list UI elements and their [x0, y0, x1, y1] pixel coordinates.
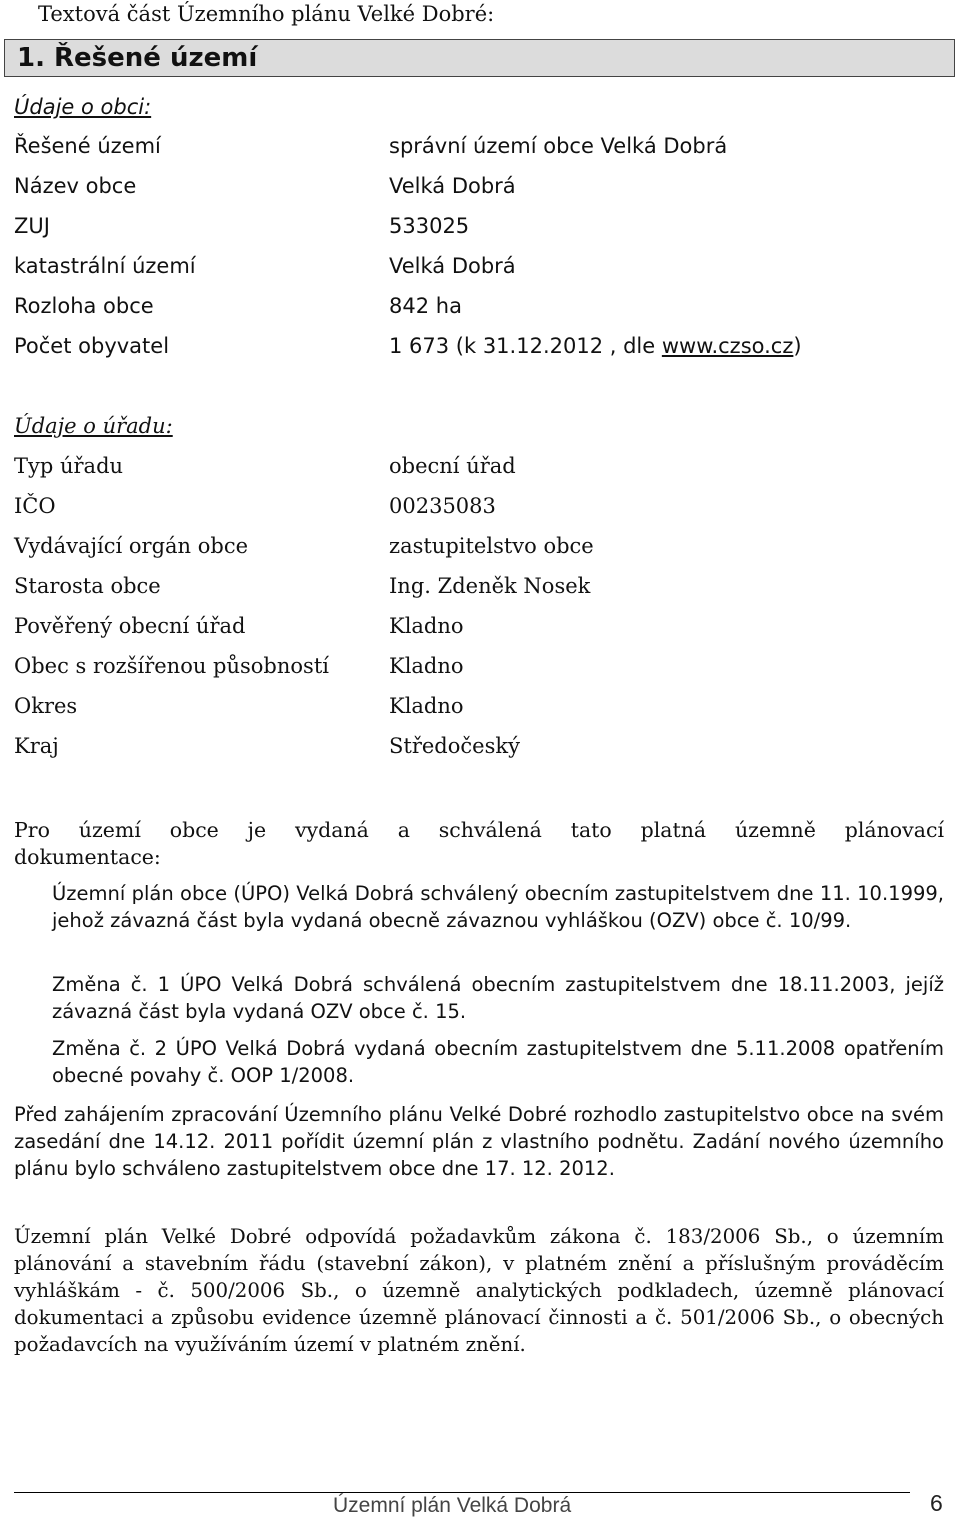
urad-row — [14, 734, 944, 764]
intro-line: Pro území obce je vydaná a schválená tato platná územně plánovací — [14, 818, 944, 842]
obec-row — [14, 294, 944, 324]
row-value — [389, 334, 802, 358]
obec-row — [14, 174, 944, 204]
urad-row — [14, 654, 944, 684]
row-label: ZUJ — [14, 214, 50, 238]
urad-row — [14, 694, 944, 724]
population-value: 1 673 (k 31.12.2012 , dle — [389, 334, 662, 358]
row-label: Typ úřadu — [14, 454, 124, 478]
row-label: Rozloha obce — [14, 294, 154, 318]
row-value: Kladno — [389, 694, 464, 718]
urad-row — [14, 534, 944, 564]
population-suffix: ) — [793, 334, 802, 358]
documentation-item: Změna č. 2 ÚPO Velká Dobrá vydaná obecním zastupitelstvem dne 5.11.2008 opatřením obecné povahy č. OOP 1/2008. — [52, 1037, 944, 1087]
urad-row — [14, 614, 944, 644]
row-label: Obec s rozšířenou působností — [14, 654, 329, 678]
row-label: Starosta obce — [14, 574, 161, 598]
row-label: Kraj — [14, 734, 59, 758]
urad-row — [14, 454, 944, 484]
obec-subhead: Údaje o obci: — [14, 95, 152, 119]
obec-row — [14, 214, 944, 244]
czso-link[interactable]: www.czso.cz — [661, 334, 794, 358]
documentation-item: Územní plán obce (ÚPO) Velká Dobrá schválený obecním zastupitelstvem dne 11. 10.1999, jehož závazná část byla vydaná obecně závaznou vyhláškou (OZV) obce č. 10/99. — [52, 882, 944, 932]
urad-subhead: Údaje o úřadu: — [14, 414, 173, 438]
row-value: Ing. Zdeněk Nosek — [389, 574, 591, 598]
footer-rule — [14, 1492, 910, 1493]
row-label: Pověřený obecní úřad — [14, 614, 246, 638]
row-label: IČO — [14, 494, 56, 518]
row-label: Název obce — [14, 174, 137, 198]
body-paragraph: Před zahájením zpracování Územního plánu Velké Dobré rozhodlo zastupitelstvo obce na svém zasedání dne 14.12. 2011 pořídit územní plán z vlastního podnětu. Zadání nového územního plánu bylo schváleno zastupitelstvem obce dne 17. 12. 2012. — [14, 1103, 944, 1180]
row-value: Středočeský — [389, 734, 520, 758]
obec-row — [14, 254, 944, 284]
footer-title: Územní plán Velká Dobrá — [333, 1494, 572, 1517]
body-paragraph: Územní plán Velké Dobré odpovídá požadavkům zákona č. 183/2006 Sb., o územním plánování a stavebním řádu (stavební zákon), v platném znění a příslušným prováděcím vyhláškám - č. 500/2006 Sb., o územně analytických podkladech, územně plánovací dokumentaci a způsobu evidence územně plánovací činnosti a č. 501/2006 Sb., o obecných požadavcích na využíváním území v platném znění. — [14, 1225, 944, 1356]
page-number: 6 — [930, 1490, 943, 1516]
row-value: Velká Dobrá — [389, 174, 516, 198]
row-value: Velká Dobrá — [389, 254, 516, 278]
row-value: zastupitelstvo obce — [389, 534, 594, 558]
row-label: Okres — [14, 694, 78, 718]
row-label: katastrální území — [14, 254, 196, 278]
section-heading: 1. Řešené území — [17, 43, 258, 73]
row-label: Řešené území — [14, 134, 161, 158]
documentation-intro — [14, 817, 944, 871]
row-value: obecní úřad — [389, 454, 516, 478]
row-value: Kladno — [389, 614, 464, 638]
row-value: Kladno — [389, 654, 464, 678]
population-row — [14, 334, 944, 364]
row-value: 533025 — [389, 214, 470, 238]
urad-row — [14, 494, 944, 524]
intro-line: dokumentace: — [14, 845, 161, 869]
row-label: Počet obyvatel — [14, 334, 170, 358]
section-heading-box — [4, 39, 955, 77]
row-value: správní území obce Velká Dobrá — [389, 134, 728, 158]
row-value: 00235083 — [389, 494, 496, 518]
row-label: Vydávající orgán obce — [14, 534, 249, 558]
row-value: 842 ha — [389, 294, 462, 318]
obec-row — [14, 134, 944, 164]
documentation-item: Změna č. 1 ÚPO Velká Dobrá schválená obecním zastupitelstvem dne 18.11.2003, jejíž závazná část byla vydaná OZV obce č. 15. — [52, 973, 944, 1023]
urad-row — [14, 574, 944, 604]
document-header: Textová část Územního plánu Velké Dobré: — [38, 2, 495, 26]
